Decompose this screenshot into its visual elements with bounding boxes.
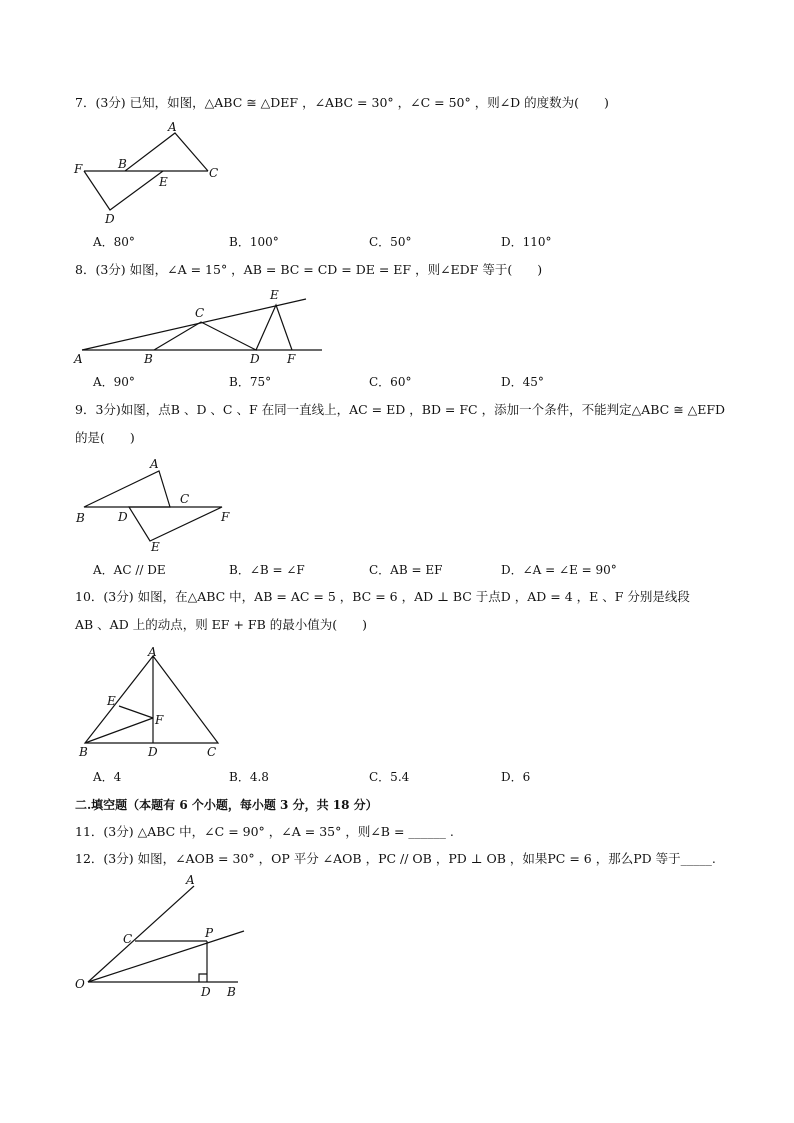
question-9-options <box>93 561 653 579</box>
question-7-options <box>93 233 653 251</box>
q9-triangle-efd <box>129 507 222 541</box>
q10-option-d[interactable]: D．6 <box>501 770 531 784</box>
question-8 <box>75 261 542 279</box>
q10-option-a[interactable]: A．4 <box>93 770 122 784</box>
q10-segment-ef <box>119 706 153 718</box>
q9-label-d: D <box>118 510 128 524</box>
q9-option-a[interactable]: A．AC // DE <box>93 563 166 577</box>
q9-option-d[interactable]: D．∠A = ∠E = 90° <box>501 563 617 577</box>
question-10-text-line1: 10．(3分) 如图，在△ABC 中，AB = AC = 5 ，BC = 6 ，AD ⊥ BC 于点D ，AD = 4 ，E 、F 分别是线段 <box>75 589 690 604</box>
question-10 <box>75 588 690 634</box>
q7-label-c: C <box>209 166 219 180</box>
question-11-text: 11．(3分) △ABC 中，∠C = 90° ，∠A = 35° ，则∠B = ______ . <box>75 824 454 839</box>
q7-label-a: A <box>168 120 177 134</box>
q7-label-d: D <box>105 212 115 226</box>
q7-option-c[interactable]: C．50° <box>369 235 412 249</box>
q9-label-b: B <box>76 511 85 525</box>
q9-option-c[interactable]: C．AB = EF <box>369 563 443 577</box>
q9-label-a: A <box>150 457 159 471</box>
q10-option-b[interactable]: B．4.8 <box>229 770 269 784</box>
section-2-heading: 二.填空题（本题有 6 个小题，每小题 3 分，共 18 分） <box>75 798 378 812</box>
q12-label-o: O <box>75 977 85 991</box>
q7-option-a[interactable]: A．80° <box>93 235 135 249</box>
q10-label-b: B <box>79 745 88 759</box>
q8-option-a[interactable]: A．90° <box>93 375 135 389</box>
question-7-text: 7．(3分) 已知，如图，△ABC ≅ △DEF ，∠ABC = 30° ，∠C = 50° ，则∠D 的度数为( ) <box>75 95 609 110</box>
q9-triangle-abc <box>84 471 170 507</box>
q10-label-a: A <box>148 645 157 659</box>
q12-label-d: D <box>201 985 211 999</box>
figure-q8 <box>70 284 330 368</box>
q8-label-d: D <box>250 352 260 366</box>
figure-q7 <box>70 118 230 228</box>
q7-label-f: F <box>74 162 83 176</box>
question-9-text-line2: 的是( ) <box>75 430 135 445</box>
q9-label-e: E <box>151 540 160 554</box>
question-9 <box>75 401 725 447</box>
q8-option-c[interactable]: C．60° <box>369 375 412 389</box>
q8-ray-slanted <box>82 299 306 350</box>
q7-label-b: B <box>118 157 127 171</box>
q7-label-e: E <box>159 175 168 189</box>
q12-ray-op <box>88 931 244 982</box>
question-8-text: 8．(3分) 如图，∠A = 15° ，AB = BC = CD = DE = EF ，则∠EDF 等于( ) <box>75 262 543 277</box>
q12-label-a: A <box>186 873 195 887</box>
q12-label-c: C <box>123 932 133 946</box>
q8-label-e: E <box>270 288 279 302</box>
question-8-options <box>93 373 653 391</box>
q8-option-b[interactable]: B．75° <box>229 375 272 389</box>
q9-label-c: C <box>180 492 190 506</box>
q9-option-b[interactable]: B．∠B = ∠F <box>229 563 305 577</box>
q12-label-p: P <box>205 926 214 940</box>
question-12-text: 12．(3分) 如图，∠AOB = 30° ，OP 平分 ∠AOB ，PC // OB ，PD ⊥ OB ，如果PC = 6 ，那么PD 等于_____. <box>75 851 716 866</box>
question-10-text-line2: AB 、AD 上的动点，则 EF + FB 的最小值为( ) <box>75 617 367 632</box>
q10-option-c[interactable]: C．5.4 <box>369 770 410 784</box>
q7-option-d[interactable]: D．110° <box>501 235 552 249</box>
q8-zigzag <box>154 305 292 350</box>
question-12 <box>75 850 716 868</box>
q10-label-d: D <box>148 745 158 759</box>
q8-label-a: A <box>74 352 83 366</box>
q12-ray-oa <box>88 886 194 982</box>
q7-triangle-abc <box>125 133 208 171</box>
question-10-options <box>93 768 653 786</box>
question-11 <box>75 823 454 841</box>
q12-right-angle-mark <box>199 974 207 982</box>
q10-label-f: F <box>155 713 164 727</box>
figure-q9 <box>70 455 250 560</box>
q9-label-f: F <box>221 510 230 524</box>
q10-triangle-abc <box>85 656 218 743</box>
question-7 <box>75 94 609 112</box>
q7-triangle-def <box>84 171 163 210</box>
figure-q10 <box>70 643 235 765</box>
q10-label-c: C <box>207 745 217 759</box>
q8-label-b: B <box>144 352 153 366</box>
q7-option-b[interactable]: B．100° <box>229 235 279 249</box>
q10-label-e: E <box>107 694 116 708</box>
q8-option-d[interactable]: D．45° <box>501 375 544 389</box>
figure-q12 <box>70 872 255 1002</box>
question-9-text-line1: 9．3分)如图，点B 、D 、C 、F 在同一直线上，AC = ED ，BD = FC ，添加一个条件，不能判定△ABC ≅ △EFD <box>75 402 726 417</box>
q12-label-b: B <box>227 985 236 999</box>
q8-label-c: C <box>195 306 205 320</box>
q8-label-f: F <box>287 352 296 366</box>
